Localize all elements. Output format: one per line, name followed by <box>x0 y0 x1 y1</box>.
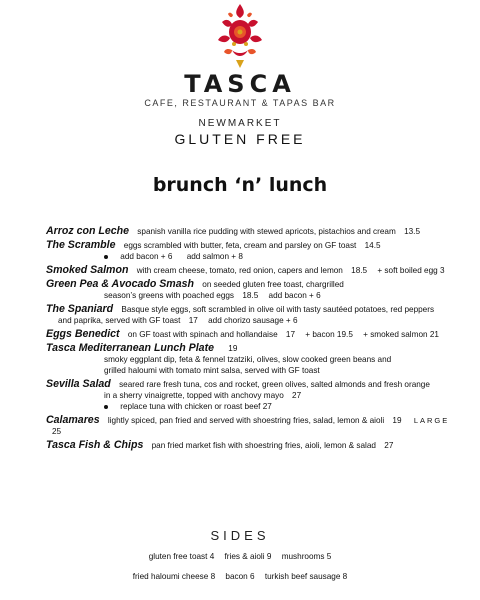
menu-item <box>46 415 466 437</box>
item-description-line: and paprika, served with GF toast <box>58 316 181 325</box>
item-description: pan fried market fish with shoestring fries, aioli, lemon & salad <box>151 441 376 450</box>
side-item: gluten free toast 4 <box>148 552 215 561</box>
item-price: 18.5 <box>351 266 368 275</box>
item-name: Arroz con Leche <box>46 225 130 237</box>
side-item: bacon 6 <box>225 572 255 581</box>
addon: replace tuna with chicken or roast beef 27 <box>120 402 272 411</box>
item-price: 17 <box>285 330 296 339</box>
item-price: 19 <box>228 344 238 353</box>
item-price: 13.5 <box>404 227 421 236</box>
menu-subtitle: GLUTEN FREE <box>174 131 306 147</box>
addon: add salmon + 8 <box>186 252 243 261</box>
item-description: with cream cheese, tomato, red onion, capers and lemon <box>136 266 343 275</box>
item-description-cont <box>46 315 466 326</box>
menu-item <box>46 279 466 301</box>
menu-item <box>46 329 466 340</box>
item-price: 19 <box>392 416 402 425</box>
item-description-line: smoky eggplant dip, feta & fennel tzatziki, olives, slow cooked green beans and <box>104 355 392 364</box>
item-description: on seeded gluten free toast, chargrilled <box>202 280 344 289</box>
item-extra: + bacon 19.5 <box>305 330 353 339</box>
item-description-line: season’s greens with poached eggs <box>104 291 235 300</box>
item-addons <box>46 401 466 412</box>
item-name: The Spaniard <box>46 303 114 315</box>
large-size-price: 25 <box>52 427 62 436</box>
item-price: 18.5 <box>242 291 259 300</box>
item-description-cont <box>46 390 466 401</box>
item-price: 14.5 <box>364 241 381 250</box>
large-size-label: LARGE <box>413 416 450 425</box>
item-name: Green Pea & Avocado Smash <box>46 278 194 290</box>
item-description: on GF toast with spinach and hollandaise <box>127 330 278 339</box>
addon: add bacon + 6 <box>120 252 173 261</box>
item-description: Basque style eggs, soft scrambled in olive oil with tasty sautéed potatoes, red peppers <box>121 305 435 314</box>
item-description-cont <box>46 290 466 301</box>
tasca-logo-emblem <box>212 2 268 70</box>
item-description: seared rare fresh tuna, cos and rocket, green olives, salted almonds and fresh orange <box>119 380 430 389</box>
bullet-icon <box>104 405 108 409</box>
menu-item <box>46 240 466 262</box>
item-addons <box>46 251 466 262</box>
item-name: Smoked Salmon <box>46 264 129 276</box>
menu-item <box>46 343 466 376</box>
brand-name: TASCA <box>184 70 296 98</box>
item-price: 17 <box>188 316 198 325</box>
sides-row <box>0 572 480 581</box>
menu-item <box>46 304 466 326</box>
location-label: NEWMARKET <box>198 118 282 129</box>
item-description-line: in a sherry vinaigrette, topped with anchovy mayo <box>104 391 284 400</box>
item-extra: + soft boiled egg 3 <box>377 266 445 275</box>
item-name: Tasca Mediterranean Lunch Plate <box>46 342 214 354</box>
item-name: Calamares <box>46 414 100 426</box>
menu-items <box>46 226 466 454</box>
item-extra: + smoked salmon 21 <box>363 330 439 339</box>
item-price: 27 <box>292 391 302 400</box>
item-description: eggs scrambled with butter, feta, cream and parsley on GF toast <box>123 241 357 250</box>
item-description-line: grilled haloumi with tomato mint salsa, served with GF toast <box>104 366 320 375</box>
item-extra: add bacon + 6 <box>268 291 321 300</box>
item-price: 27 <box>384 441 394 450</box>
sides-title: SIDES <box>210 528 270 543</box>
item-name: Sevilla Salad <box>46 378 111 390</box>
section-title: brunch ‘n’ lunch <box>152 174 328 196</box>
item-name: Eggs Benedict <box>46 328 120 340</box>
menu-item <box>46 265 466 276</box>
item-name: The Scramble <box>46 239 116 251</box>
menu-item <box>46 379 466 412</box>
brand-tagline: CAFE, RESTAURANT & TAPAS BAR <box>144 98 336 108</box>
side-item: turkish beef sausage 8 <box>264 572 348 581</box>
side-item: fries & aioli 9 <box>224 552 272 561</box>
item-name: Tasca Fish & Chips <box>46 439 144 451</box>
side-item: mushrooms 5 <box>281 552 332 561</box>
item-extra: add chorizo sausage + 6 <box>208 316 298 325</box>
menu-item <box>46 226 466 237</box>
item-description: lightly spiced, pan fried and served with shoestring fries, salad, lemon & aioli <box>107 416 385 425</box>
sides-row <box>0 552 480 561</box>
item-description: spanish vanilla rice pudding with stewed apricots, pistachios and cream <box>137 227 396 236</box>
menu-item <box>46 440 466 451</box>
bullet-icon <box>104 255 108 259</box>
side-item: fried haloumi cheese 8 <box>132 572 216 581</box>
